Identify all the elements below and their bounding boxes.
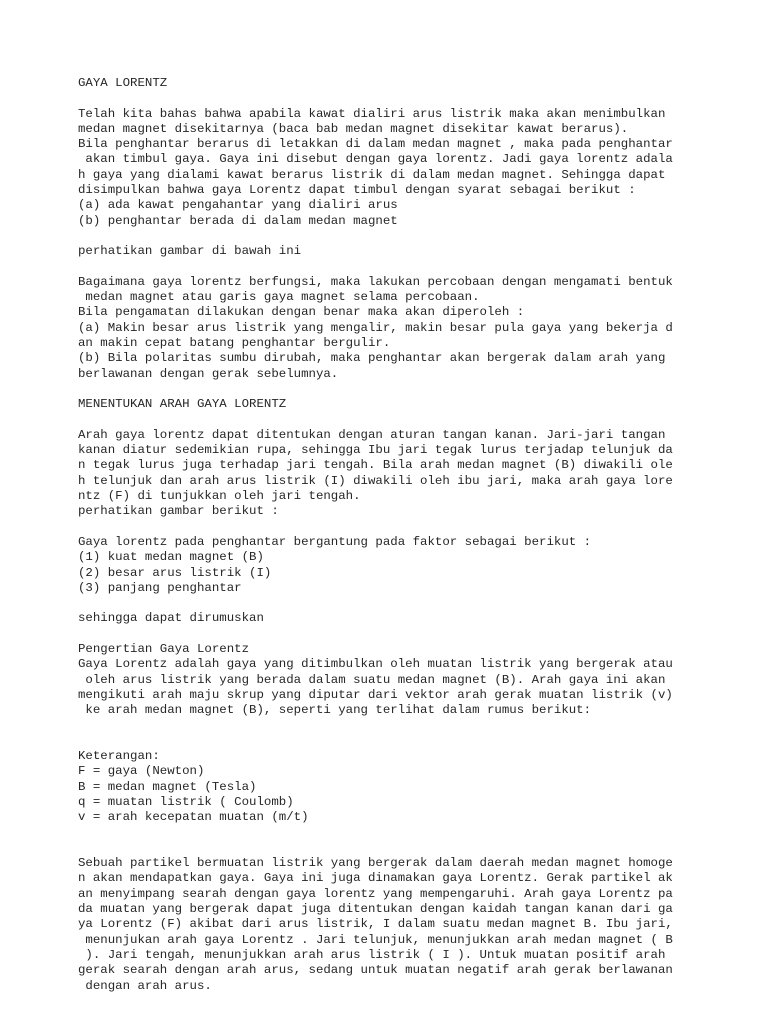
text-line: F = gaya (Newton) xyxy=(78,764,205,779)
text-line: n akan mendapatkan gaya. Gaya ini juga dinamakan gaya Lorentz. Gerak partikel ak xyxy=(78,871,673,886)
text-line: Gaya lorentz pada penghantar bergantung pada faktor sebagai berikut : xyxy=(78,534,592,549)
blank-line xyxy=(78,826,758,841)
text-line: ke arah medan magnet (B), seperti yang terlihat dalam rumus berikut: xyxy=(78,703,592,718)
blank-line xyxy=(78,260,758,275)
text-line: Bila penghantar berarus di letakkan di dalam medan magnet , maka pada penghantar xyxy=(78,137,673,152)
text-line: ntz (F) di tunjukkan oleh jari tengah. xyxy=(78,489,361,504)
text-line: (b) Bila polaritas sumbu dirubah, maka penghantar akan bergerak dalam arah yang xyxy=(78,351,666,366)
text-line: medan magnet atau garis gaya magnet selama percobaan. xyxy=(78,290,480,305)
text-line: sehingga dapat dirumuskan xyxy=(78,611,264,626)
section-heading: GAYA LORENTZ xyxy=(78,76,168,90)
text-line: n tegak lurus juga terhadap jari tengah. Bila arah medan magnet (B) diwakili ole xyxy=(78,458,673,473)
text-line: berlawanan dengan gerak sebelumnya. xyxy=(78,366,339,381)
text-line: q = muatan listrik ( Coulomb) xyxy=(78,794,294,809)
document-body xyxy=(78,76,758,994)
blank-line xyxy=(78,627,758,642)
text-line: dengan arah arus. xyxy=(78,978,212,993)
text-line: kanan diatur sedemikian rupa, sehingga Ibu jari tegak lurus terjadap telunjuk da xyxy=(78,443,673,458)
text-line: Arah gaya lorentz dapat ditentukan dengan aturan tangan kanan. Jari-jari tangan xyxy=(78,427,666,442)
text-line: Keterangan: xyxy=(78,749,160,764)
text-line: (1) kuat medan magnet (B) xyxy=(78,550,264,565)
text-line: perhatikan gambar berikut : xyxy=(78,504,279,519)
blank-line xyxy=(78,734,758,749)
text-line: disimpulkan bahwa gaya Lorentz dapat timbul dengan syarat sebagai berikut : xyxy=(78,183,636,198)
blank-line xyxy=(78,229,758,244)
text-line: medan magnet disekitarnya (baca bab medan magnet disekitar kawat berarus). xyxy=(78,121,629,136)
text-line: h gaya yang dialami kawat berarus listrik di dalam medan magnet. Sehingga dapat xyxy=(78,167,666,182)
blank-line xyxy=(78,841,758,856)
text-line: mengikuti arah maju skrup yang diputar dari vektor arah gerak muatan listrik (v) xyxy=(78,687,673,702)
blank-line xyxy=(78,91,758,106)
text-line: oleh arus listrik yang berada dalam suatu medan magnet (B). Arah gaya ini akan xyxy=(78,672,666,687)
blank-line xyxy=(78,718,758,733)
text-line: Telah kita bahas bahwa apabila kawat dialiri arus listrik maka akan menimbulkan xyxy=(78,106,666,121)
section-heading: MENENTUKAN ARAH GAYA LORENTZ xyxy=(78,397,287,412)
text-line: Bagaimana gaya lorentz berfungsi, maka lakukan percobaan dengan mengamati bentuk xyxy=(78,274,673,289)
blank-line xyxy=(78,596,758,611)
blank-line xyxy=(78,520,758,535)
text-line: menunjukan arah gaya Lorentz . Jari telunjuk, menunjukkan arah medan magnet ( B xyxy=(78,932,673,947)
text-line: an menyimpang searah dengan gaya lorentz yang mempengaruhi. Arah gaya Lorentz pa xyxy=(78,886,673,901)
text-line: Gaya Lorentz adalah gaya yang ditimbulkan oleh muatan listrik yang bergerak atau xyxy=(78,657,673,672)
text-line: (a) Makin besar arus listrik yang mengalir, makin besar pula gaya yang bekerja d xyxy=(78,320,673,335)
text-line: Sebuah partikel bermuatan listrik yang bergerak dalam daerah medan magnet homoge xyxy=(78,856,673,871)
text-line: perhatikan gambar di bawah ini xyxy=(78,244,302,259)
text-line: da muatan yang bergerak dapat juga ditentukan dengan kaidah tangan kanan dari ga xyxy=(78,902,673,917)
blank-line xyxy=(78,382,758,397)
text-line: v = arah kecepatan muatan (m/t) xyxy=(78,810,309,825)
text-line: (2) besar arus listrik (I) xyxy=(78,565,272,580)
text-line: Bila pengamatan dilakukan dengan benar maka akan diperoleh : xyxy=(78,305,525,320)
text-line: Pengertian Gaya Lorentz xyxy=(78,641,250,656)
blank-line xyxy=(78,413,758,428)
text-line: (a) ada kawat pengahantar yang dialiri arus xyxy=(78,198,398,213)
text-line: B = medan magnet (Tesla) xyxy=(78,779,257,794)
text-line: an makin cepat batang penghantar bergulir. xyxy=(78,336,391,351)
text-line: (b) penghantar berada di dalam medan magnet xyxy=(78,213,398,228)
text-line: gerak searah dengan arah arus, sedang untuk muatan negatif arah gerak berlawanan xyxy=(78,963,673,978)
text-line: h telunjuk dan arah arus listrik (I) diwakili oleh ibu jari, maka arah gaya lore xyxy=(78,473,673,488)
text-line: ). Jari tengah, menunjukkan arah arus listrik ( I ). Untuk muatan positif arah xyxy=(78,947,666,962)
text-line: akan timbul gaya. Gaya ini disebut dengan gaya lorentz. Jadi gaya lorentz adala xyxy=(78,152,673,167)
text-line: ya Lorentz (F) akibat dari arus listrik, I dalam suatu medan magnet B. Ibu jari, xyxy=(78,917,673,932)
text-line: (3) panjang penghantar xyxy=(78,580,242,595)
